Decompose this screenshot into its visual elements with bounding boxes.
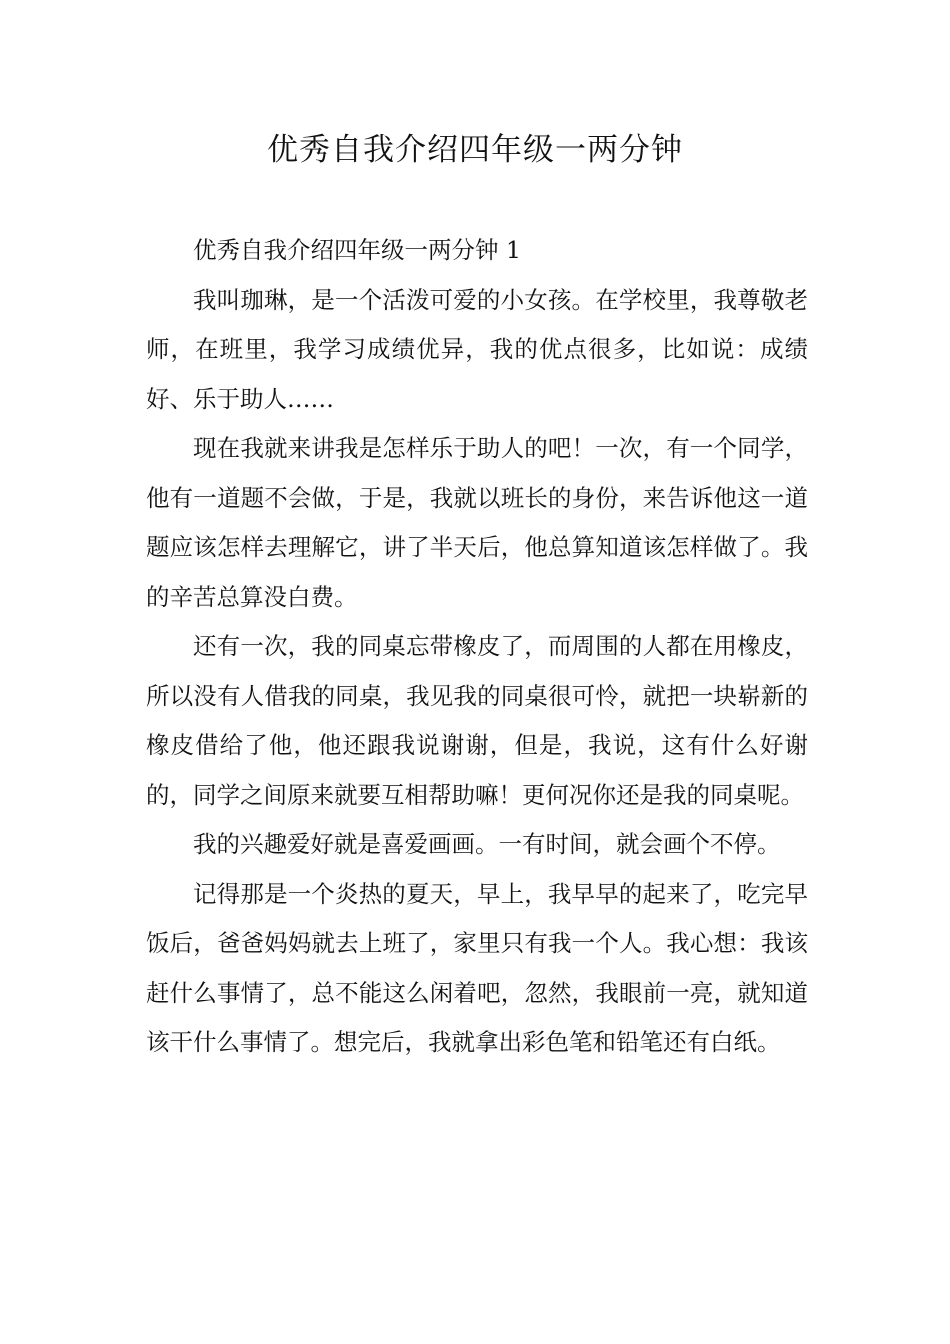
subtitle-paragraph: 优秀自我介绍四年级一两分钟 1 [193, 236, 521, 264]
body-paragraph: 记得那是一个炎热的夏天，早上，我早早的起来了，吃完早饭后，爸爸妈妈就去上班了，家里只有我一个人。我心想：我该赶什么事情了，总不能这么闲着吧，忽然，我眼前一亮，就知道该干什么事情了。想完后，我就拿出彩色笔和铅笔还有白纸。 [146, 879, 808, 1056]
document-title: 优秀自我介绍四年级一两分钟 [267, 132, 683, 168]
document-body [146, 226, 808, 1068]
body-paragraph: 还有一次，我的同桌忘带橡皮了，而周围的人都在用橡皮，所以没有人借我的同桌，我见我的同桌很可怜，就把一块崭新的橡皮借给了他，他还跟我说谢谢，但是，我说，这有什么好谢的，同学之间原来就要互相帮助嘛！更何况你还是我的同桌呢。 [146, 632, 808, 809]
body-paragraph: 我的兴趣爱好就是喜爱画画。一有时间，就会画个不停。 [193, 830, 781, 858]
body-paragraph: 我叫珈琳，是一个活泼可爱的小女孩。在学校里，我尊敬老师，在班里，我学习成绩优异，我的优点很多，比如说：成绩好、乐于助人…… [146, 285, 808, 413]
body-paragraph: 现在我就来讲我是怎样乐于助人的吧！一次，有一个同学，他有一道题不会做，于是，我就以班长的身份，来告诉他这一道题应该怎样去理解它，讲了半天后，他总算知道该怎样做了。我的辛苦总算没白费。 [146, 434, 808, 611]
